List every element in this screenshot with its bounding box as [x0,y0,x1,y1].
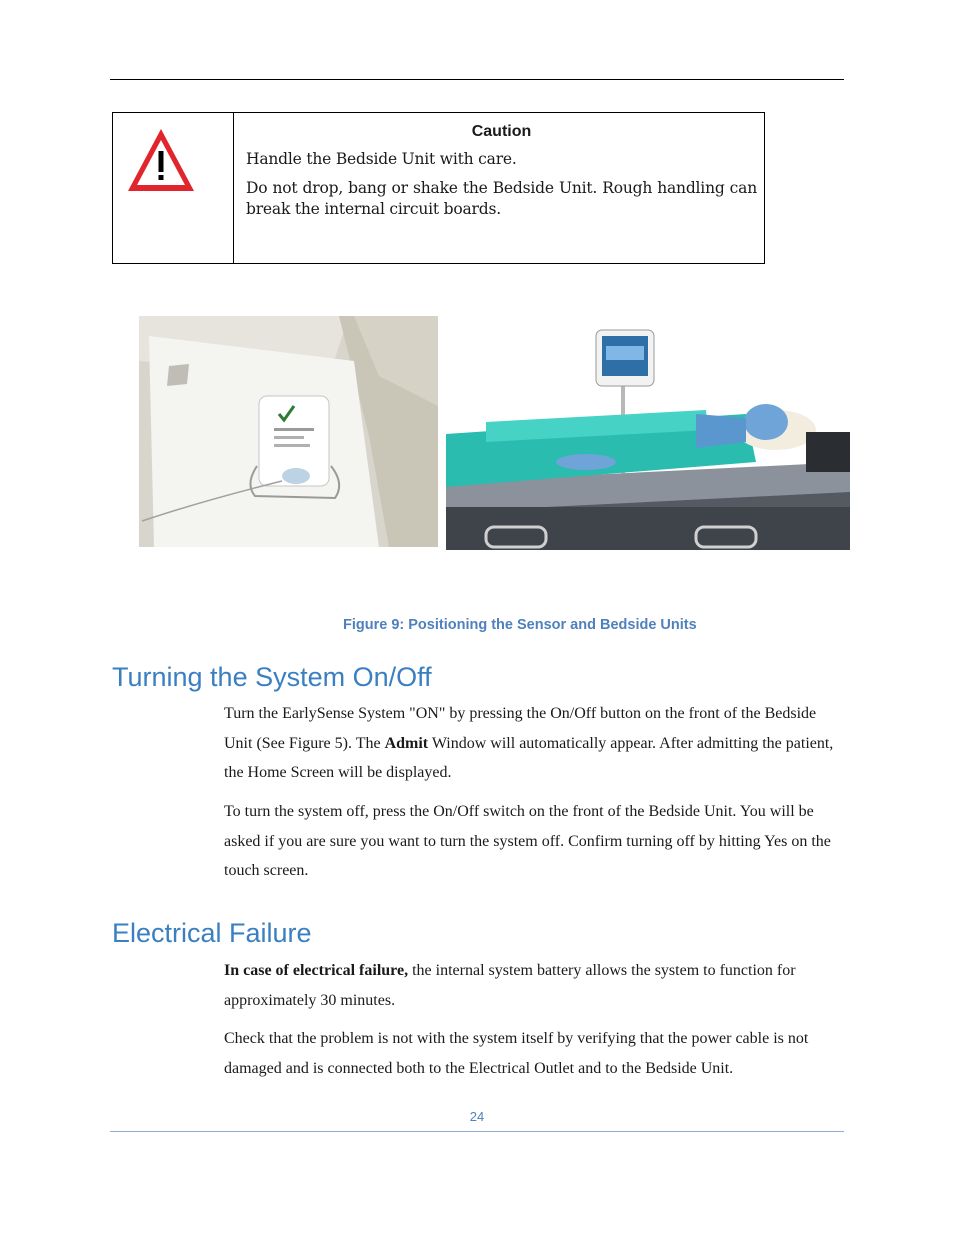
caution-icon-cell [113,113,234,263]
paragraph-power-cable-check: Check that the problem is not with the system itself by verifying that the power cable is not damaged and is connected both to the Electrical Outlet and to the Bedside Unit. [224,1030,809,1077]
caution-text-cell [234,113,764,263]
header-rule [110,79,844,80]
paragraph-turn-on [224,699,844,788]
footer-rule [110,1131,844,1132]
paragraph-turn-off: To turn the system off, press the On/Off switch on the front of the Bedside Unit. You will be asked if you are sure you want to turn the system off. Confirm turning off by hitting Yes on the touch screen. [224,803,831,879]
warning-triangle-icon [125,125,197,195]
caution-title: Caution [471,123,532,140]
paragraph-turn-on-text-a: Turn the EarlySense System "ON" by pressing the On/Off button on the front of the Bedside Unit (See Figure 5). The [224,705,817,752]
caution-box [112,112,765,264]
figure-caption: Figure 9: Positioning the Sensor and Bedside Units [343,617,697,633]
sensor-photo [139,316,438,547]
admit-window-name: Admit [384,734,429,752]
paragraph-electrical-failure-text: the internal system battery allows the system to function for approximately 30 minutes. [224,962,796,1009]
electrical-failure-lead: In case of electrical failure, [224,962,409,979]
heading-electrical-failure: Electrical Failure [112,918,312,948]
heading-turning-system-on-off: Turning the System On/Off [112,662,432,692]
caution-line-2: Do not drop, bang or shake the Bedside Unit. Rough handling can break the internal circuit boards. [246,179,757,218]
page-number: 24 [469,1109,485,1124]
paragraph-electrical-failure [224,956,844,1015]
bedside-unit-illustration [446,322,850,550]
paragraph-turn-on-text-b: Window will automatically appear. After admitting the patient, the Home Screen will be displayed. [224,734,834,781]
caution-line-1: Handle the Bedside Unit with care. [246,150,517,168]
